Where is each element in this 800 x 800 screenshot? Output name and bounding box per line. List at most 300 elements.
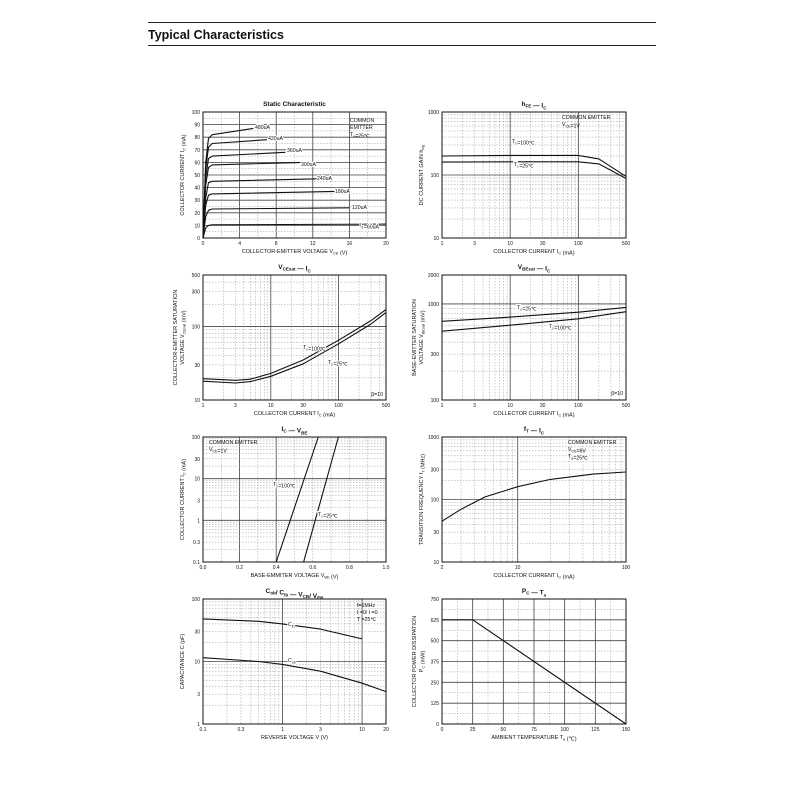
subscript: a bbox=[331, 362, 334, 367]
chart-cap bbox=[180, 588, 389, 741]
text-part: I bbox=[305, 265, 308, 273]
x-tick-label: 0 bbox=[201, 241, 205, 247]
x-axis-label bbox=[242, 249, 348, 256]
x-tick-label: 100 bbox=[560, 727, 569, 733]
subscript: T bbox=[421, 470, 426, 473]
series-label bbox=[287, 148, 303, 154]
x-tick-label: 10 bbox=[359, 727, 365, 733]
chart-icvbe bbox=[180, 426, 390, 580]
y-tick-label: 300 bbox=[430, 467, 439, 474]
x-tick-label: 1 bbox=[440, 403, 444, 409]
series-line bbox=[203, 191, 336, 238]
text-part: (mA) bbox=[181, 134, 188, 148]
x-tick-label: 25 bbox=[469, 727, 476, 733]
series-line bbox=[442, 162, 626, 179]
series-label bbox=[303, 345, 326, 352]
text-part: / V bbox=[309, 592, 318, 600]
y-tick-label: 90 bbox=[194, 122, 200, 129]
chart-hfe bbox=[419, 101, 630, 256]
text-part: 480uA bbox=[255, 125, 271, 131]
x-tick-label: 50 bbox=[500, 727, 507, 733]
subscript: CEsat bbox=[282, 266, 296, 272]
subscript: EB bbox=[317, 595, 324, 601]
y-tick-label: 1000 bbox=[427, 435, 439, 441]
text-part: V bbox=[568, 447, 572, 453]
annotation-line bbox=[350, 125, 373, 131]
text-part: DC CURRENT GAIN h bbox=[419, 149, 425, 206]
y-tick-label: 1 bbox=[197, 722, 200, 728]
subscript: a bbox=[520, 307, 523, 312]
series-label bbox=[268, 136, 284, 142]
subscript: ob bbox=[270, 590, 276, 596]
x-tick-label: 8 bbox=[274, 241, 278, 247]
text-part: V bbox=[209, 447, 213, 453]
subscript: B bbox=[361, 225, 364, 230]
x-tick-label: 500 bbox=[621, 241, 631, 247]
text-part: — bbox=[529, 589, 540, 597]
x-tick-label: 100 bbox=[621, 565, 631, 571]
series-label bbox=[255, 125, 271, 131]
chart-pc bbox=[412, 588, 630, 742]
x-tick-label: 100 bbox=[574, 403, 583, 409]
y-tick-label: 3 bbox=[197, 498, 200, 505]
text-part: (mA) bbox=[561, 250, 575, 257]
subscript: a bbox=[552, 326, 555, 331]
x-tick-label: 30 bbox=[539, 241, 546, 247]
text-part: =100℃ bbox=[308, 346, 326, 353]
series-label bbox=[318, 512, 338, 519]
y-tick-label: 30 bbox=[433, 530, 439, 537]
text-part: COLLECTOR CURRENT I bbox=[493, 573, 559, 579]
subscript: BE bbox=[324, 575, 330, 580]
x-tick-label: 20 bbox=[383, 727, 389, 733]
chart-static bbox=[180, 101, 389, 256]
subscript: a bbox=[321, 514, 324, 519]
series-label bbox=[335, 189, 351, 195]
series-line bbox=[203, 312, 386, 383]
grid bbox=[203, 437, 386, 562]
chart-title bbox=[518, 264, 551, 273]
text-part: P bbox=[521, 588, 527, 595]
text-part: I bbox=[541, 102, 544, 110]
text-part: f bbox=[523, 426, 527, 433]
text-part: (pF) bbox=[180, 633, 186, 646]
text-part: — bbox=[528, 427, 539, 435]
text-part: AMBIENT TEMPERATURE T bbox=[491, 735, 564, 741]
subscript: C bbox=[307, 268, 311, 274]
y-tick-label: 10 bbox=[433, 560, 439, 566]
text-part: (mA) bbox=[561, 574, 575, 581]
annotation-line bbox=[357, 610, 378, 616]
y-tick-label: 100 bbox=[430, 398, 439, 404]
y-axis-label-2 bbox=[180, 310, 187, 364]
y-tick-label: 375 bbox=[430, 659, 439, 666]
text-part: T bbox=[549, 324, 553, 330]
y-tick-label: 100 bbox=[430, 173, 439, 179]
subscript: a bbox=[571, 456, 574, 461]
x-tick-label: 1 bbox=[440, 241, 444, 247]
series-label bbox=[514, 162, 534, 169]
series-label bbox=[517, 305, 537, 312]
text-part: (mA) bbox=[561, 412, 575, 419]
annotation-line bbox=[562, 122, 580, 129]
y-tick-label: 100 bbox=[191, 324, 200, 331]
x-tick-label: 20 bbox=[383, 241, 389, 247]
text-part: =25℃ bbox=[323, 513, 338, 520]
text-part: f=1MHz bbox=[357, 603, 376, 609]
y-tick-label: 10 bbox=[433, 236, 439, 242]
text-part: β=10 bbox=[611, 391, 623, 397]
x-tick-label: 1 bbox=[201, 403, 205, 409]
series-line bbox=[442, 472, 626, 521]
x-axis-label bbox=[251, 573, 339, 580]
annotation-line bbox=[611, 391, 623, 397]
text-part: T bbox=[273, 482, 277, 488]
text-part: =25℃ bbox=[519, 163, 534, 170]
text-part: =60uA bbox=[363, 224, 380, 231]
x-tick-label: 100 bbox=[334, 403, 343, 409]
y-axis-label: BASE-EMITTER SATURATION bbox=[412, 299, 418, 376]
subscript: a bbox=[276, 484, 279, 489]
text-part: COMMON EMITTER bbox=[568, 440, 617, 446]
y-tick-label: 500 bbox=[191, 273, 200, 279]
text-part: V bbox=[517, 264, 523, 271]
text-part: =25℃ bbox=[333, 361, 348, 368]
text-part: (mA) bbox=[181, 458, 188, 473]
x-tick-label: 12 bbox=[310, 241, 316, 247]
subscript: C bbox=[546, 268, 551, 274]
y-tick-label: 250 bbox=[430, 680, 439, 687]
series-label bbox=[317, 176, 333, 182]
subscript: CB bbox=[302, 593, 310, 599]
x-tick-label: 3 bbox=[319, 727, 322, 733]
y-tick-label: 300 bbox=[430, 352, 439, 359]
plot-frame bbox=[203, 275, 386, 400]
text-part: (V) bbox=[319, 735, 329, 741]
x-tick-label: 0.4 bbox=[272, 565, 280, 571]
grid bbox=[442, 275, 626, 400]
subscript: C bbox=[558, 251, 562, 256]
y-tick-label: 100 bbox=[430, 497, 439, 504]
grid bbox=[442, 437, 626, 562]
subscript: a bbox=[353, 134, 356, 139]
y-axis-label: COLLECTOR-EMITTER SATURATION bbox=[173, 289, 179, 386]
text-part: T bbox=[512, 139, 516, 145]
series-line bbox=[442, 312, 626, 332]
text-part: (mA) bbox=[321, 412, 336, 419]
text-part: COLLECTOR CURRENT I bbox=[493, 249, 559, 255]
x-tick-label: 16 bbox=[346, 241, 353, 247]
text-part: V bbox=[296, 427, 302, 435]
x-axis-label bbox=[493, 249, 574, 256]
subscript: a bbox=[515, 141, 518, 146]
x-tick-label: 30 bbox=[539, 403, 546, 409]
x-tick-label: 1.0 bbox=[382, 565, 390, 571]
subscript: a bbox=[517, 164, 520, 169]
text-part: T bbox=[328, 360, 332, 366]
subscript: BEsat bbox=[421, 323, 426, 335]
y-tick-label: 2000 bbox=[427, 273, 439, 279]
chart-title: Static Characteristic bbox=[263, 101, 326, 108]
subscript: C bbox=[540, 430, 545, 436]
chart-vbesat bbox=[412, 264, 630, 418]
annotation-line bbox=[357, 603, 375, 609]
text-part: T bbox=[303, 345, 307, 351]
x-tick-label: 3 bbox=[473, 403, 476, 409]
y-tick-label: 10 bbox=[194, 659, 200, 666]
text-part: C bbox=[265, 588, 271, 595]
y-axis-label-2 bbox=[419, 651, 426, 673]
x-tick-label: 0 bbox=[440, 727, 444, 733]
y-tick-label: 10 bbox=[194, 476, 200, 483]
text-part: β=10 bbox=[371, 392, 383, 398]
text-part: COLLECTOR-EMITTER VOLTAGE V bbox=[241, 249, 334, 255]
text-part: COLLECTOR CURRENT I bbox=[180, 475, 186, 541]
x-tick-label: 150 bbox=[621, 727, 631, 733]
y-tick-label: 20 bbox=[194, 210, 200, 217]
grid bbox=[442, 112, 626, 238]
text-part: C bbox=[288, 622, 292, 628]
text-part: T bbox=[568, 454, 572, 460]
text-part: =100℃ bbox=[554, 325, 572, 332]
series-label bbox=[352, 205, 368, 211]
text-part: =25℃ bbox=[573, 455, 588, 462]
y-tick-label: 1000 bbox=[427, 301, 439, 308]
y-axis-label bbox=[180, 459, 187, 540]
x-tick-label: 500 bbox=[381, 403, 391, 409]
text-part: T =25℃ bbox=[357, 617, 377, 623]
subscript: ib bbox=[291, 624, 295, 629]
text-part: (mV) bbox=[181, 310, 188, 324]
text-part: I bbox=[538, 427, 541, 435]
x-axis-label bbox=[491, 735, 576, 742]
y-tick-label: 40 bbox=[194, 185, 200, 192]
subscript: a bbox=[563, 737, 566, 742]
subscript: BE bbox=[301, 430, 308, 436]
y-tick-label: 10 bbox=[194, 398, 200, 404]
subscript: CEsat bbox=[182, 323, 187, 335]
x-tick-label: 10 bbox=[514, 565, 521, 571]
text-part: VOLTAGE V bbox=[419, 334, 425, 365]
x-tick-label: 0.6 bbox=[309, 565, 317, 571]
y-tick-label: 3 bbox=[197, 692, 200, 699]
annotation-line bbox=[568, 440, 617, 446]
text-part: — bbox=[531, 102, 542, 110]
subscript: CE bbox=[571, 449, 577, 454]
text-part: 180uA bbox=[335, 189, 351, 195]
text-part: T bbox=[350, 132, 354, 138]
text-part: 240uA bbox=[317, 176, 333, 182]
text-part: COMMON EMITTER bbox=[562, 115, 611, 121]
y-tick-label: 30 bbox=[194, 198, 200, 205]
subscript: FE bbox=[421, 144, 426, 150]
text-part: T bbox=[318, 512, 322, 518]
y-tick-label: 30 bbox=[194, 362, 200, 369]
x-tick-label: 0.3 bbox=[237, 727, 245, 733]
x-axis-label bbox=[493, 573, 574, 580]
annotation-line bbox=[371, 392, 383, 398]
y-tick-label: 30 bbox=[194, 629, 200, 636]
x-tick-label: 3 bbox=[233, 403, 237, 409]
chart-title bbox=[522, 588, 547, 597]
grid bbox=[203, 275, 386, 400]
y-tick-label: 50 bbox=[194, 173, 200, 179]
x-axis-label bbox=[493, 411, 574, 418]
text-part: 120uA bbox=[352, 205, 368, 211]
series-line bbox=[276, 437, 318, 562]
text-part: V bbox=[562, 122, 566, 128]
text-part: BASE-EMMITER VOLTAGE V bbox=[250, 573, 325, 579]
text-part: — bbox=[535, 265, 546, 273]
text-part: =1V bbox=[217, 448, 227, 455]
text-part: EMITTER bbox=[350, 125, 373, 131]
y-axis-label: COLLECTOR POWER DISSIPATION bbox=[412, 615, 418, 708]
series-label bbox=[549, 324, 572, 331]
series-label bbox=[288, 622, 295, 628]
text-part: REVERSE VOLTAGE V bbox=[260, 735, 320, 741]
subscript: C bbox=[543, 105, 547, 111]
text-part: (V) bbox=[329, 574, 339, 581]
y-tick-label: 1 bbox=[197, 518, 200, 525]
x-tick-label: 2 bbox=[440, 565, 444, 571]
subscript: C bbox=[182, 472, 187, 476]
y-axis-label-2 bbox=[419, 310, 426, 364]
y-tick-label: 100 bbox=[191, 597, 200, 603]
subscript: C bbox=[318, 413, 322, 418]
y-tick-label: 625 bbox=[430, 617, 439, 624]
text-part: C bbox=[288, 658, 292, 664]
text-part: h bbox=[521, 101, 526, 108]
annotation-line bbox=[357, 617, 376, 623]
y-tick-label: 1000 bbox=[427, 110, 439, 116]
series-label bbox=[512, 139, 535, 146]
subscript: ob bbox=[291, 660, 296, 665]
y-axis-label bbox=[419, 454, 426, 545]
series-label bbox=[328, 360, 348, 367]
text-part: P bbox=[419, 668, 425, 673]
plot-frame bbox=[442, 275, 626, 400]
subscript: FE bbox=[525, 103, 532, 109]
text-part: =100℃ bbox=[517, 140, 535, 147]
y-axis-label bbox=[180, 134, 187, 215]
text-part: TRANSITION FREQUENCY f bbox=[419, 472, 425, 546]
y-tick-label: 30 bbox=[194, 456, 200, 463]
chart-title bbox=[278, 264, 311, 273]
text-part: =25℃ bbox=[522, 306, 537, 313]
text-part: — bbox=[295, 265, 306, 273]
text-part: V bbox=[298, 591, 303, 599]
y-tick-label: 125 bbox=[430, 701, 439, 708]
y-tick-label: 80 bbox=[194, 135, 200, 142]
y-axis-label bbox=[419, 144, 425, 205]
x-tick-label: 4 bbox=[238, 241, 241, 247]
text-part: =1V bbox=[570, 123, 580, 130]
series-line bbox=[203, 310, 386, 381]
subscript: BEsat bbox=[522, 266, 535, 272]
text-part: =6V bbox=[576, 448, 586, 455]
subscript: CE bbox=[212, 449, 218, 454]
text-part: V bbox=[278, 264, 283, 271]
text-part: I bbox=[545, 265, 547, 273]
chart-vcesat bbox=[173, 264, 390, 418]
x-tick-label: 30 bbox=[300, 403, 306, 409]
x-tick-label: 0.2 bbox=[236, 565, 244, 571]
annotation-line bbox=[209, 440, 258, 446]
subscript: C bbox=[421, 665, 426, 669]
text-part: COMMON bbox=[350, 118, 375, 124]
y-tick-label: 70 bbox=[194, 147, 200, 154]
y-tick-label: 0.3 bbox=[193, 540, 200, 547]
chart-ft bbox=[419, 426, 630, 580]
text-part: 300uA bbox=[301, 162, 317, 168]
text-part: VOLTAGE V bbox=[180, 334, 186, 365]
y-tick-label: 0.1 bbox=[193, 560, 200, 566]
annotation-line bbox=[568, 454, 588, 461]
y-tick-label: 500 bbox=[430, 638, 439, 645]
text-part: T bbox=[514, 162, 518, 168]
subscript: C bbox=[182, 147, 187, 151]
text-part: (mW) bbox=[420, 650, 427, 666]
series-label bbox=[301, 162, 317, 168]
text-part: =100℃ bbox=[278, 483, 296, 490]
text-part: / C bbox=[275, 589, 285, 597]
text-part: =25℃ bbox=[355, 133, 370, 140]
x-tick-label: 500 bbox=[621, 403, 631, 409]
annotation-line bbox=[562, 115, 611, 121]
annotation-line bbox=[209, 447, 227, 454]
x-axis-label bbox=[261, 735, 328, 741]
text-part: COMMON EMITTER bbox=[209, 440, 258, 446]
chart-title bbox=[521, 101, 547, 110]
text-part: CAPACITANCE C bbox=[180, 645, 186, 690]
series-label bbox=[360, 223, 380, 230]
text-part: 360uA bbox=[287, 148, 303, 154]
y-tick-label: 10 bbox=[194, 223, 200, 230]
subscript: T bbox=[526, 428, 529, 434]
text-part: I bbox=[360, 223, 362, 229]
text-part: — bbox=[286, 427, 297, 435]
text-part: I =0/ I =0 bbox=[357, 610, 378, 616]
subscript: a bbox=[306, 347, 309, 352]
subscript: a bbox=[543, 592, 547, 598]
text-part: 420uA bbox=[268, 136, 284, 142]
x-tick-label: 0.0 bbox=[199, 565, 207, 571]
x-tick-label: 0.8 bbox=[345, 565, 353, 571]
text-part: COLLECTOR CURRENT I bbox=[253, 411, 319, 417]
text-part: (V) bbox=[338, 250, 348, 257]
y-axis-label bbox=[180, 634, 186, 690]
x-tick-label: 75 bbox=[531, 727, 537, 733]
text-part: COLLECTOR CURRENT I bbox=[180, 150, 186, 216]
chart-title bbox=[524, 426, 545, 435]
x-tick-label: 0.1 bbox=[199, 727, 207, 733]
text-part: (MHz) bbox=[420, 453, 427, 471]
subscript: C bbox=[558, 413, 562, 418]
chart-title bbox=[282, 426, 308, 435]
y-tick-label: 300 bbox=[191, 289, 200, 296]
x-tick-label: 10 bbox=[507, 241, 513, 247]
x-tick-label: 10 bbox=[268, 403, 274, 409]
x-tick-label: 3 bbox=[473, 241, 476, 247]
y-tick-label: 0 bbox=[436, 722, 439, 728]
annotation-line bbox=[350, 132, 370, 139]
x-tick-label: 10 bbox=[507, 403, 513, 409]
series-line bbox=[304, 437, 339, 562]
text-part: T bbox=[539, 589, 544, 597]
x-axis-label bbox=[254, 411, 335, 418]
subscript: ib bbox=[284, 592, 289, 598]
series-label bbox=[288, 658, 296, 664]
